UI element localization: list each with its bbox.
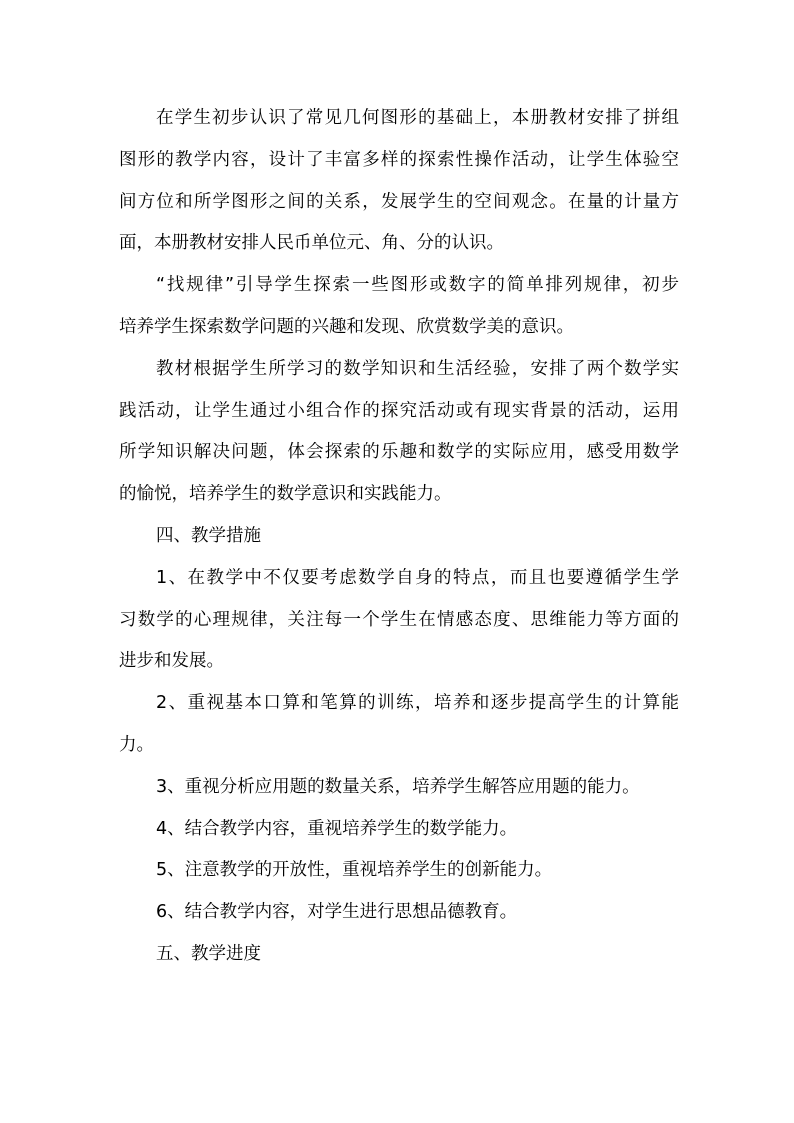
text-line: 培养学生探索数学问题的兴趣和发现、欣赏数学美的意识。: [119, 316, 574, 337]
document-body: [119, 98, 679, 976]
list-item: [119, 558, 679, 683]
list-item: 6、结合教学内容，对学生进行思想品德教育。: [156, 902, 518, 923]
list-item: 5、注意教学的开放性，重视培养学生的创新能力。: [156, 860, 553, 881]
list-item: 4、结合教学内容，重视培养学生的数学能力。: [156, 818, 518, 839]
paragraph-patterns: [119, 265, 679, 349]
list-item: 3、重视分析应用题的数量关系，培养学生解答应用题的能力。: [156, 776, 640, 797]
text-line: 面，本册教材安排人民币单位元、角、分的认识。: [119, 233, 504, 254]
text-line: 图形的教学内容，设计了丰富多样的探索性操作活动，让学生体验空: [119, 149, 679, 170]
text-line: 的愉悦，培养学生的数学意识和实践能力。: [119, 484, 452, 505]
text-line: 进步和发展。: [119, 651, 224, 672]
text-line: 教材根据学生所学习的数学知识和生活经验，安排了两个数学实: [156, 358, 679, 379]
text-line: 所学知识解决问题，体会探索的乐趣和数学的实际应用，感受用数学: [119, 442, 679, 463]
paragraph-geometry: [119, 98, 679, 265]
text-line: 习数学的心理规律，关注每一个学生在情感态度、思维能力等方面的: [119, 609, 679, 630]
text-line: 间方位和所学图形之间的关系，发展学生的空间观念。在量的计量方: [119, 191, 679, 212]
text-line: 2、重视基本口算和笔算的训练，培养和逐步提高学生的计算能: [156, 693, 679, 714]
section-heading-teaching-measures: 四、教学措施: [156, 525, 261, 546]
paragraph-practice-activities: [119, 349, 679, 516]
list-item: [119, 683, 679, 767]
text-line: 1、在教学中不仅要考虑数学自身的特点，而且也要遵循学生学: [156, 567, 679, 588]
text-line: 在学生初步认识了常见几何图形的基础上，本册教材安排了拼组: [156, 108, 679, 128]
text-line: 践活动，让学生通过小组合作的探究活动或有现实背景的活动，运用: [119, 400, 679, 421]
section-heading-teaching-schedule: 五、教学进度: [156, 943, 261, 964]
text-line: 力。: [119, 734, 154, 755]
text-line: “找规律”引导学生探索一些图形或数字的简单排列规律，初步: [156, 275, 679, 296]
